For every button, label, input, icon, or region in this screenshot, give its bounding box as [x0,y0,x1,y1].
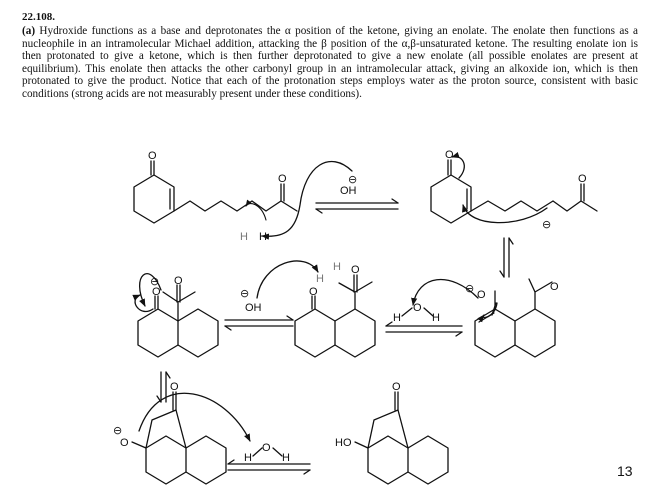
o-label-8: O [351,264,360,276]
problem-number: 22.108. [22,11,55,23]
equilibrium-arrow-6 [228,460,310,474]
enolate-charge-icon-2: ⊖ [465,283,475,295]
water-h-right: H [432,312,440,324]
o-label-7: O [309,286,318,298]
water2-h-left: H [244,452,252,464]
water-oxygen: O [413,302,422,314]
h-label-1: H [240,231,248,243]
equilibrium-arrow-5 [157,372,170,402]
o-label-12: O [392,381,401,393]
hydroxide-label-2: OH [245,302,262,314]
o-label-1: O [148,150,157,162]
spiro-diketone [295,275,375,357]
equilibrium-arrow-3 [386,322,462,336]
h-label-2: H [259,231,267,243]
part-label: (a) [22,25,36,37]
water-h-left: H [393,312,401,324]
o-label-6: O [550,281,559,293]
page-number: 13 [617,463,633,479]
o-label-5: O [477,289,486,301]
o-label-4: O [578,173,587,185]
equilibrium-arrow-2 [500,238,513,277]
equilibrium-arrow-4 [225,316,293,330]
equilibrium-arrow-1 [316,199,398,213]
h-label-3: H [316,273,324,285]
water2-oxygen: O [262,442,271,454]
hydroxyl-label: HO [335,437,352,449]
o-label-3: O [445,149,454,161]
water2-h-right: H [282,452,290,464]
hydroxide-charge-icon: ⊖ [240,288,250,300]
hydroxide-label: OH [340,185,357,197]
enolate-charge-icon-3: ⊖ [150,276,160,288]
alkoxide-o-label: O [120,437,129,449]
product-molecule [355,392,448,484]
h-label-4: H [333,261,341,273]
o-label-10: O [174,275,183,287]
alkoxide-charge-icon: ⊖ [113,425,123,437]
deprotonation-arrow [262,162,352,237]
enolate-intermediate [431,157,597,223]
starting-diketone [134,161,297,223]
problem-paragraph: Hydroxide functions as a base and deprotonates the α position of the ketone, giving an enolate. The enolate then functions as a nucleophile in an intramolecular Michael addition, attacking the β position of the α,β-unsaturated ketone. The resulting enolate ion is then protonated to give a ketone, which is then further deprotonated to give a new enolate (all possible enolates are present at equilibrium). This enolate then attacks the other carbonyl group in an intramolecular attack, giving an alkoxide ion, which is then protonated to give the product. Notice that each of the protonation steps employs water as the proton source, consistent with basic conditions (strong acids are not measurably present under these conditions). [22,25,638,100]
enolate-charge-icon: ⊖ [542,219,552,231]
o-label-11: O [170,381,179,393]
o-label-2: O [278,173,287,185]
o-label-9: O [152,286,161,298]
negative-charge-icon: ⊖ [348,174,358,186]
